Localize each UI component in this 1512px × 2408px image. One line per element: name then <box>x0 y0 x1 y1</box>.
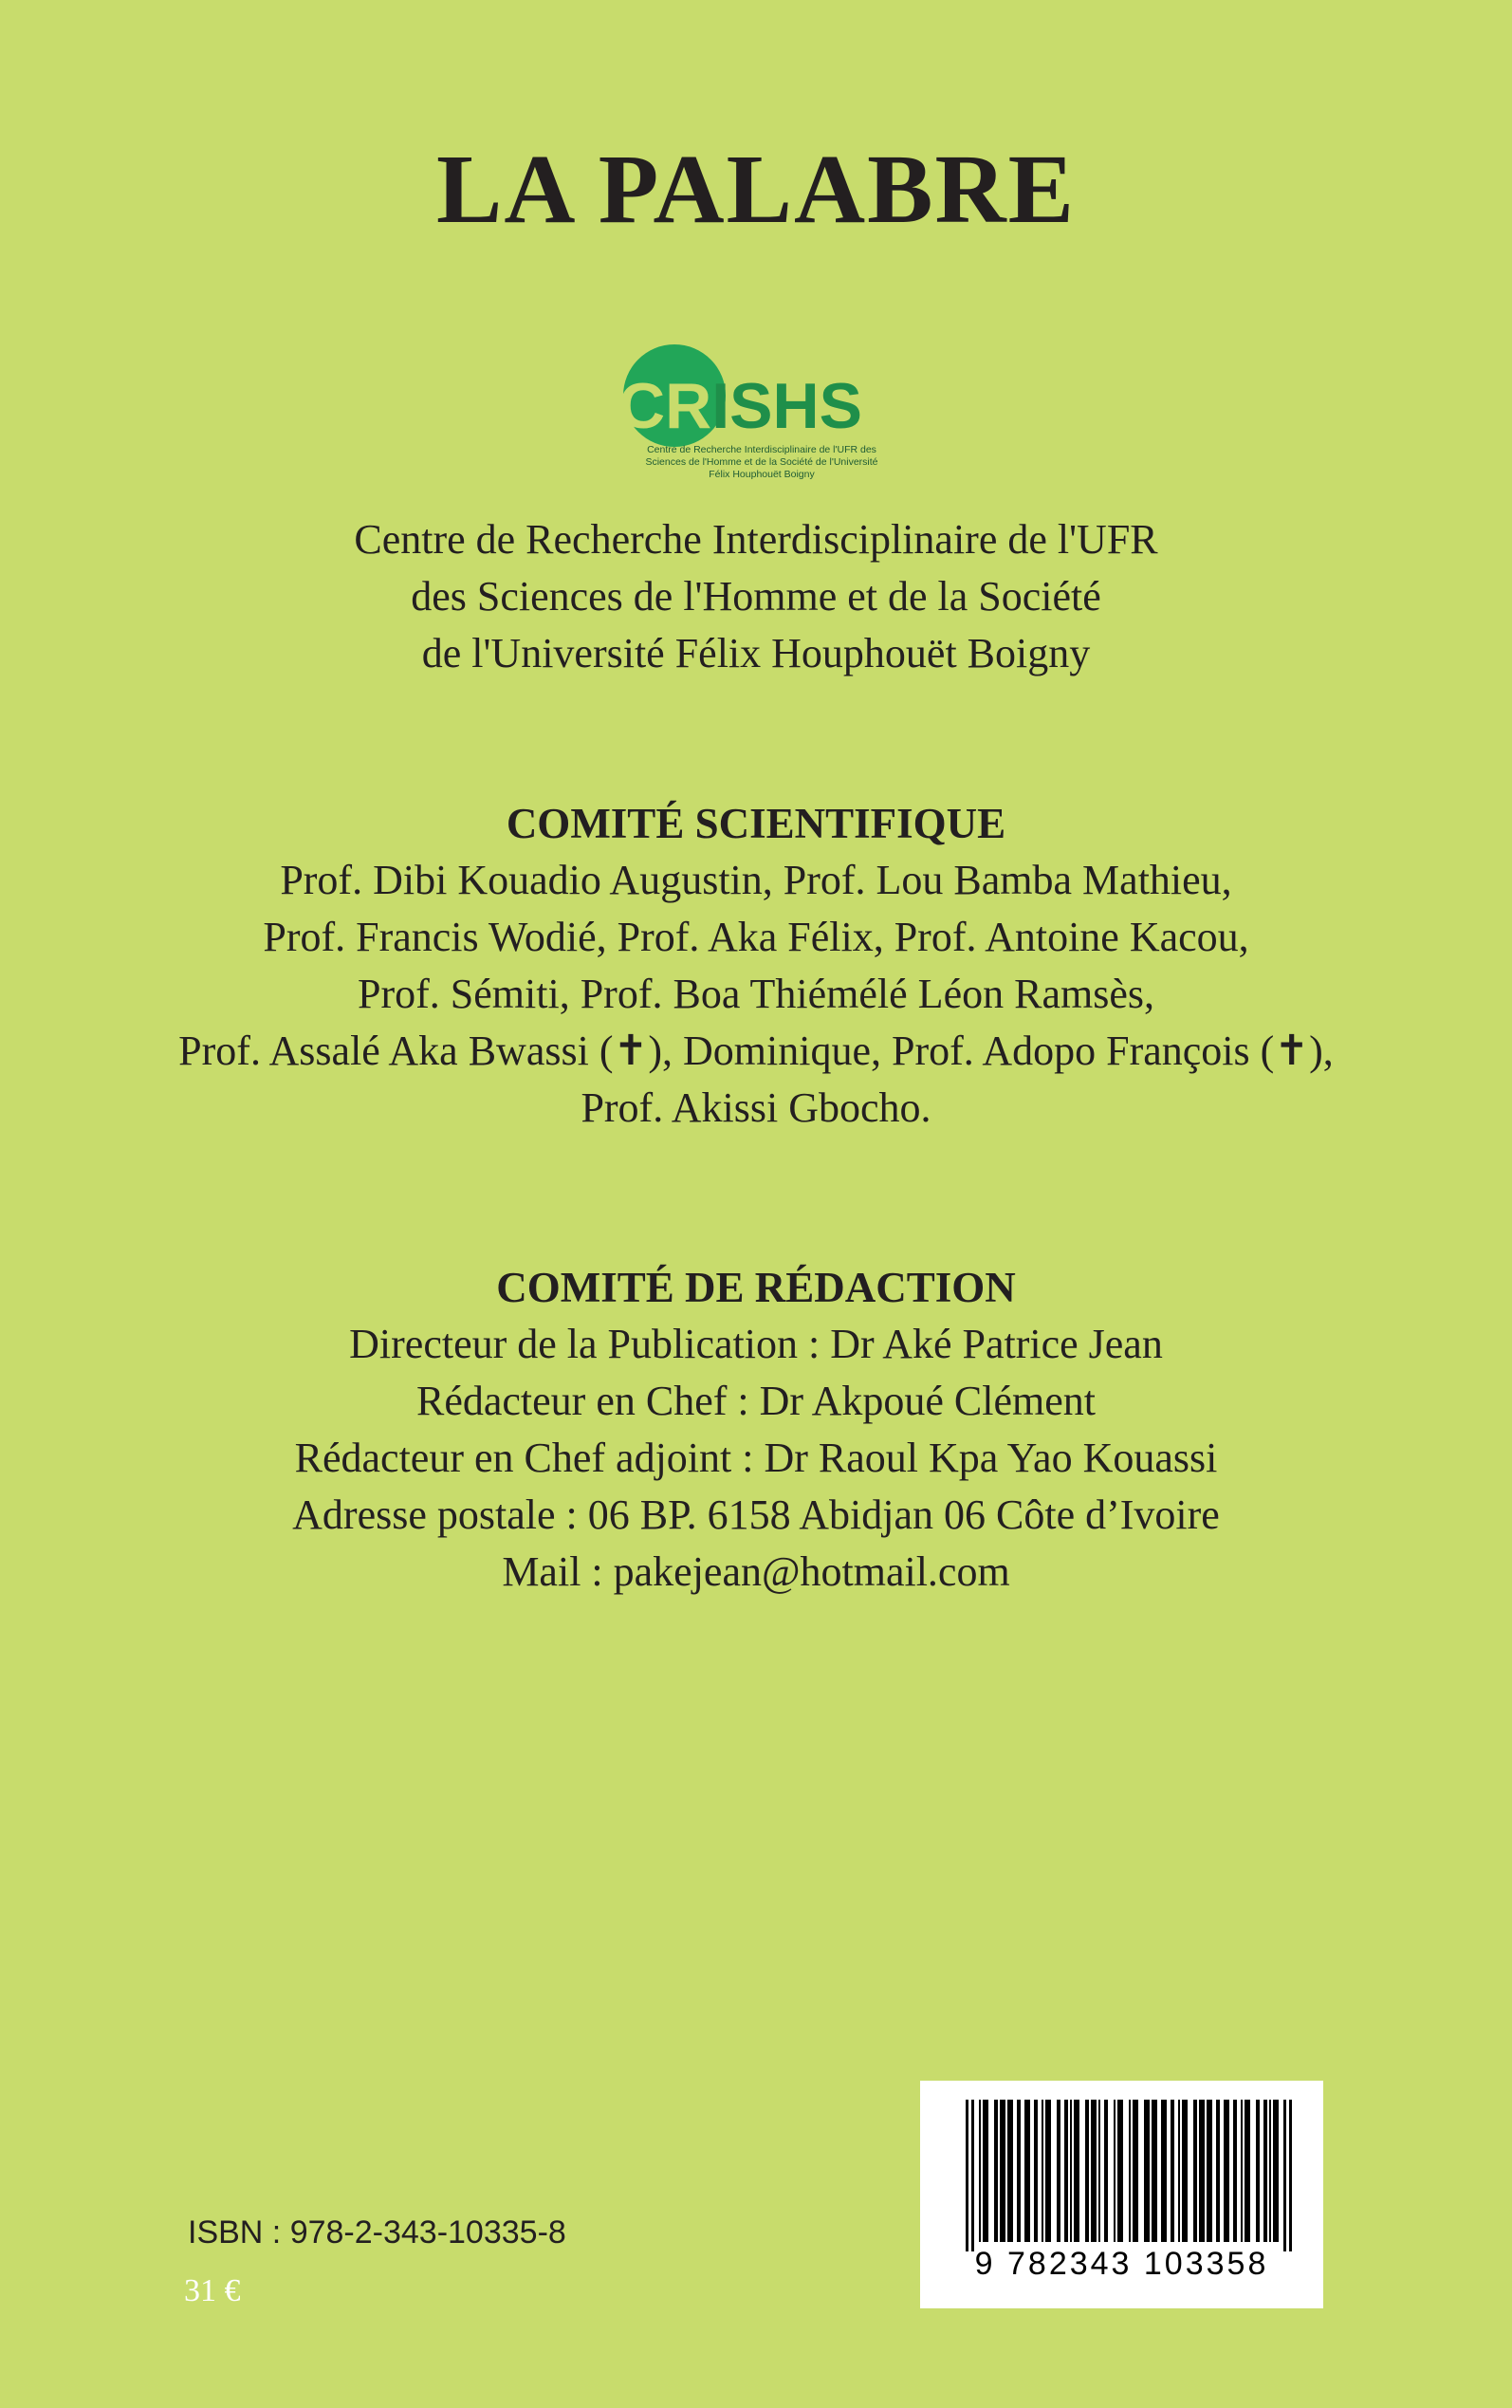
barcode-bar <box>1117 2100 1123 2242</box>
barcode-bar <box>1045 2100 1051 2242</box>
isbn: ISBN : 978-2-343-10335-8 <box>188 2214 566 2251</box>
logo-subtitle <box>624 444 899 481</box>
barcode-bar <box>1178 2100 1180 2242</box>
institution-line: de l'Université Félix Houphouët Boigny <box>421 630 1091 676</box>
barcode-bar <box>994 2100 998 2242</box>
editorial-committee-line: Mail : pakejean@hotmail.com <box>502 1548 1010 1595</box>
barcode-bar <box>1256 2100 1260 2242</box>
book-title: LA PALABRE <box>436 135 1076 244</box>
scientific-committee-line: Prof. Sémiti, Prof. Boa Thiémélé Léon Ramsès, <box>358 971 1154 1017</box>
barcode-bar <box>1233 2100 1237 2242</box>
scientific-committee-heading: COMITÉ SCIENTIFIQUE <box>506 800 1006 847</box>
barcode-guard-bar <box>1283 2100 1286 2251</box>
barcode-bar <box>1241 2100 1243 2242</box>
logo-subtitle-line: Sciences de l'Homme et de la Société de l'Université <box>645 456 878 468</box>
barcode-bar <box>1144 2100 1150 2242</box>
scientific-committee-line: Prof. Assalé Aka Bwassi (✝), Dominique, Prof. Adopo François (✝), <box>178 1028 1334 1074</box>
editorial-committee-line: Rédacteur en Chef adjoint : Dr Raoul Kpa Yao Kouassi <box>294 1435 1218 1481</box>
barcode-bar <box>1171 2100 1174 2242</box>
barcode-bar <box>1161 2100 1167 2242</box>
barcode-bar <box>1042 2100 1043 2242</box>
barcode <box>920 2081 1323 2308</box>
editorial-committee-line: Directeur de la Publication : Dr Aké Patrice Jean <box>349 1321 1163 1367</box>
editorial-committee-line: Rédacteur en Chef : Dr Akpoué Clément <box>415 1378 1096 1424</box>
barcode-bar <box>1193 2100 1197 2242</box>
barcode-bar <box>1269 2100 1271 2242</box>
scientific-committee <box>0 795 1512 1137</box>
barcode-bar <box>1091 2100 1097 2242</box>
barcode-bar <box>1129 2100 1131 2242</box>
barcode-bar <box>1070 2100 1072 2242</box>
barcode-bar <box>1098 2100 1100 2242</box>
institution-line: des Sciences de l'Homme et de la Société <box>411 573 1101 620</box>
barcode-bar <box>1085 2100 1089 2242</box>
editorial-committee-heading: COMITÉ DE RÉDACTION <box>496 1264 1016 1311</box>
barcode-bar <box>983 2100 988 2242</box>
logo-subtitle-line: Félix Houphouët Boigny <box>709 469 815 480</box>
barcode-bar <box>1007 2100 1013 2242</box>
barcode-bar <box>1216 2100 1220 2242</box>
scientific-committee-line: Prof. Akissi Gbocho. <box>581 1084 931 1131</box>
institution-name <box>0 511 1512 682</box>
barcode-bar <box>1104 2100 1108 2242</box>
barcode-bar <box>1245 2100 1250 2242</box>
barcode-bar <box>1199 2100 1205 2242</box>
price: 31 € <box>184 2273 241 2308</box>
barcode-bar <box>1133 2100 1138 2242</box>
logo-word-rest: ISHS <box>711 370 862 442</box>
institution-line: Centre de Recherche Interdisciplinaire de l'UFR <box>354 516 1158 563</box>
barcode-bar <box>1017 2100 1021 2242</box>
barcode-bar <box>1207 2100 1212 2242</box>
barcode-bar <box>1024 2100 1030 2242</box>
barcode-bar <box>979 2100 981 2242</box>
barcode-bar <box>1273 2100 1279 2242</box>
barcode-bar <box>1074 2100 1079 2242</box>
barcode-bar <box>1182 2100 1188 2242</box>
barcode-digits: 9 782343 103358 <box>974 2246 1269 2282</box>
scientific-committee-line: Prof. Dibi Kouadio Augustin, Prof. Lou Bamba Mathieu, <box>280 857 1232 903</box>
barcode-bar <box>1263 2100 1267 2242</box>
barcode-bar <box>1000 2100 1005 2242</box>
barcode-guard-bar <box>966 2100 968 2251</box>
editorial-committee-line: Adresse postale : 06 BP. 6158 Abidjan 06 Côte d’Ivoire <box>292 1491 1220 1538</box>
barcode-guard-bar <box>1289 2100 1292 2251</box>
scientific-committee-line: Prof. Francis Wodié, Prof. Aka Félix, Prof. Antoine Kacou, <box>263 914 1249 960</box>
barcode-bar <box>1034 2100 1038 2242</box>
barcode-guard-bar <box>971 2100 974 2251</box>
logo-subtitle-line: Centre de Recherche Interdisciplinaire de l'UFR des <box>647 444 876 455</box>
barcode-bar <box>1064 2100 1068 2242</box>
logo-word-cr: CR <box>618 370 712 442</box>
barcode-bar <box>1114 2100 1116 2242</box>
editorial-committee <box>0 1259 1512 1601</box>
barcode-bar <box>1152 2100 1157 2242</box>
barcode-bar <box>1224 2100 1229 2242</box>
crishs-logo <box>618 340 903 491</box>
barcode-bar <box>1057 2100 1060 2242</box>
logo-wordmark <box>618 368 903 444</box>
